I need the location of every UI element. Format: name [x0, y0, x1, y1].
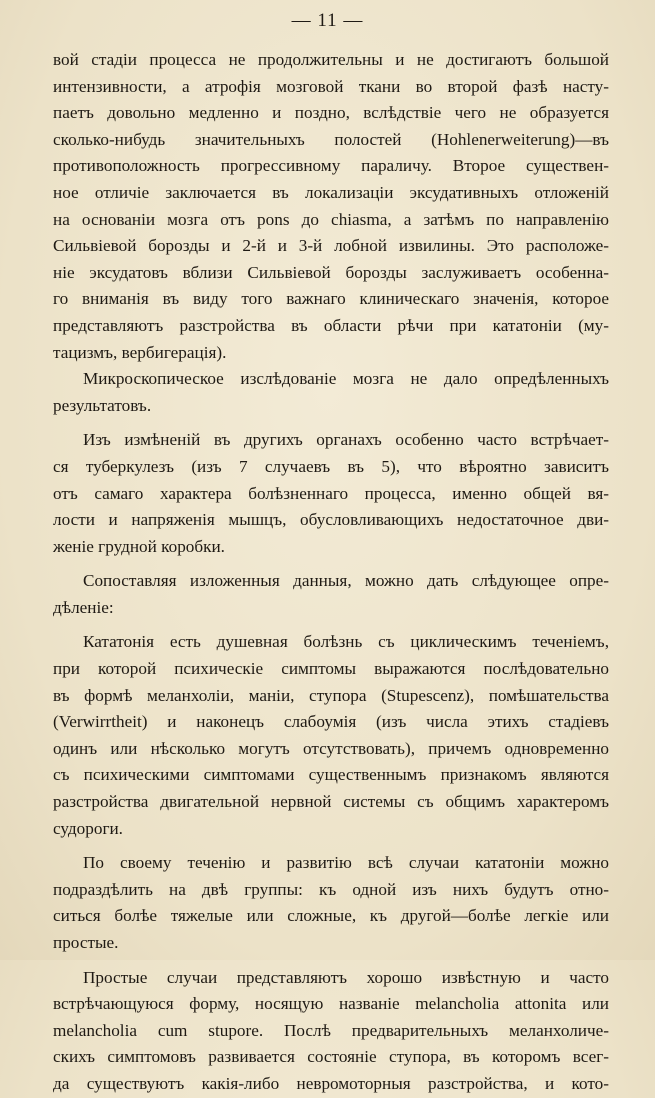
text-line: разстройства двигательной нервной системы съ общимъ характеромъ — [53, 792, 609, 812]
paragraph — [53, 366, 609, 419]
text-line: (Verwirrtheit) и наконецъ слабоумія (изъ числа этихъ стадіевъ — [53, 712, 609, 732]
text-line: простые. — [53, 933, 119, 952]
text-line: Микроскопическое изслѣдованіе мозга не дало опредѣленныхъ — [83, 369, 609, 389]
paragraph — [53, 47, 609, 366]
text-line: По своему теченію и развитію всѣ случаи кататоніи можно — [83, 853, 609, 873]
text-line: отъ самаго характера болѣзненнаго процесса, именно общей вя- — [53, 483, 609, 503]
text-line: ное отличіе заключается въ локализаціи эксудативныхъ отложеній — [53, 182, 609, 202]
text-line: скихъ симптомовъ развивается состояніе ступора, въ которомъ всег- — [53, 1047, 609, 1067]
paragraph — [53, 850, 609, 956]
text-line: тацизмъ, вербигерація). — [53, 342, 227, 362]
text-line: ся туберкулезъ (изъ 7 случаевъ въ 5), что вѣроятно зависитъ — [53, 456, 609, 476]
text-line: при которой психическіе симптомы выражаются послѣдовательно — [53, 659, 609, 679]
text-line: на основаніи мозга отъ pons до chiasma, а затѣмъ по направленію — [53, 209, 609, 229]
text-line: дѣленіе: — [53, 597, 114, 617]
paragraph — [53, 965, 609, 1098]
paragraph — [53, 427, 609, 560]
text-line: судороги. — [53, 818, 123, 838]
text-line: противоположность прогрессивному параличу. Второе существен- — [53, 156, 609, 176]
text-line: ситься болѣе тяжелые или сложные, къ другой—болѣе легкіе или — [53, 906, 609, 926]
text-line: Изъ измѣненій въ другихъ органахъ особенно часто встрѣчает- — [83, 430, 609, 450]
text-line: ніе эксудатовъ вблизи Сильвіевой борозды заслуживаетъ особенна- — [53, 262, 609, 282]
text-line: подраздѣлить на двѣ группы: къ одной изъ нихъ будутъ отно- — [53, 879, 609, 899]
text-line: встрѣчающуюся форму, носящую названіе melancholia attonita или — [53, 994, 609, 1014]
body-text — [53, 47, 609, 1098]
text-line: съ психическими симптомами существеннымъ признакомъ являются — [53, 765, 609, 785]
text-line: въ формѣ меланхоліи, маніи, ступора (Stupescenz), помѣшательства — [53, 685, 609, 705]
text-line: лости и напряженія мышцъ, обусловливающихъ недостаточное дви- — [53, 510, 609, 530]
text-line: melancholia cum stupore. Послѣ предварительныхъ меланхоличе- — [53, 1020, 609, 1040]
text-line: представляютъ разстройства въ области рѣчи при кататоніи (му- — [53, 315, 609, 335]
text-line: интензивности, а атрофія мозговой ткани во второй фазѣ насту- — [53, 76, 609, 96]
text-line: Простые случаи представляютъ хорошо извѣстную и часто — [83, 967, 609, 987]
text-line: вой стадіи процесса не продолжительны и не достигаютъ большой — [53, 50, 609, 69]
text-line: Кататонія есть душевная болѣзнь съ циклическимъ теченіемъ, — [83, 632, 609, 652]
page-number: — 11 — — [291, 10, 364, 31]
text-line: Сопоставляя изложенныя данныя, можно дать слѣдующее опре- — [83, 571, 609, 591]
text-line: одинъ или нѣсколько могутъ отсутствовать), причемъ одновременно — [53, 738, 609, 758]
text-line: Сильвіевой борозды и 2-й и 3-й лобной извилины. Это расположе- — [53, 236, 609, 256]
text-line: паетъ довольно медленно и поздно, вслѣдствіе чего не образуется — [53, 103, 609, 123]
paragraph — [53, 568, 609, 621]
text-line: го вниманія въ виду того важнаго клиническаго значенія, которое — [53, 289, 609, 309]
text-line: результатовъ. — [53, 395, 152, 415]
text-line: женіе грудной коробки. — [53, 536, 225, 556]
text-line: сколько-нибудь значительныхъ полостей (Hohlenerweiterung)—въ — [53, 129, 609, 149]
text-line: да существуютъ какія-либо невромоторныя разстройства, и кото- — [53, 1073, 609, 1093]
definition-paragraph — [53, 629, 609, 842]
